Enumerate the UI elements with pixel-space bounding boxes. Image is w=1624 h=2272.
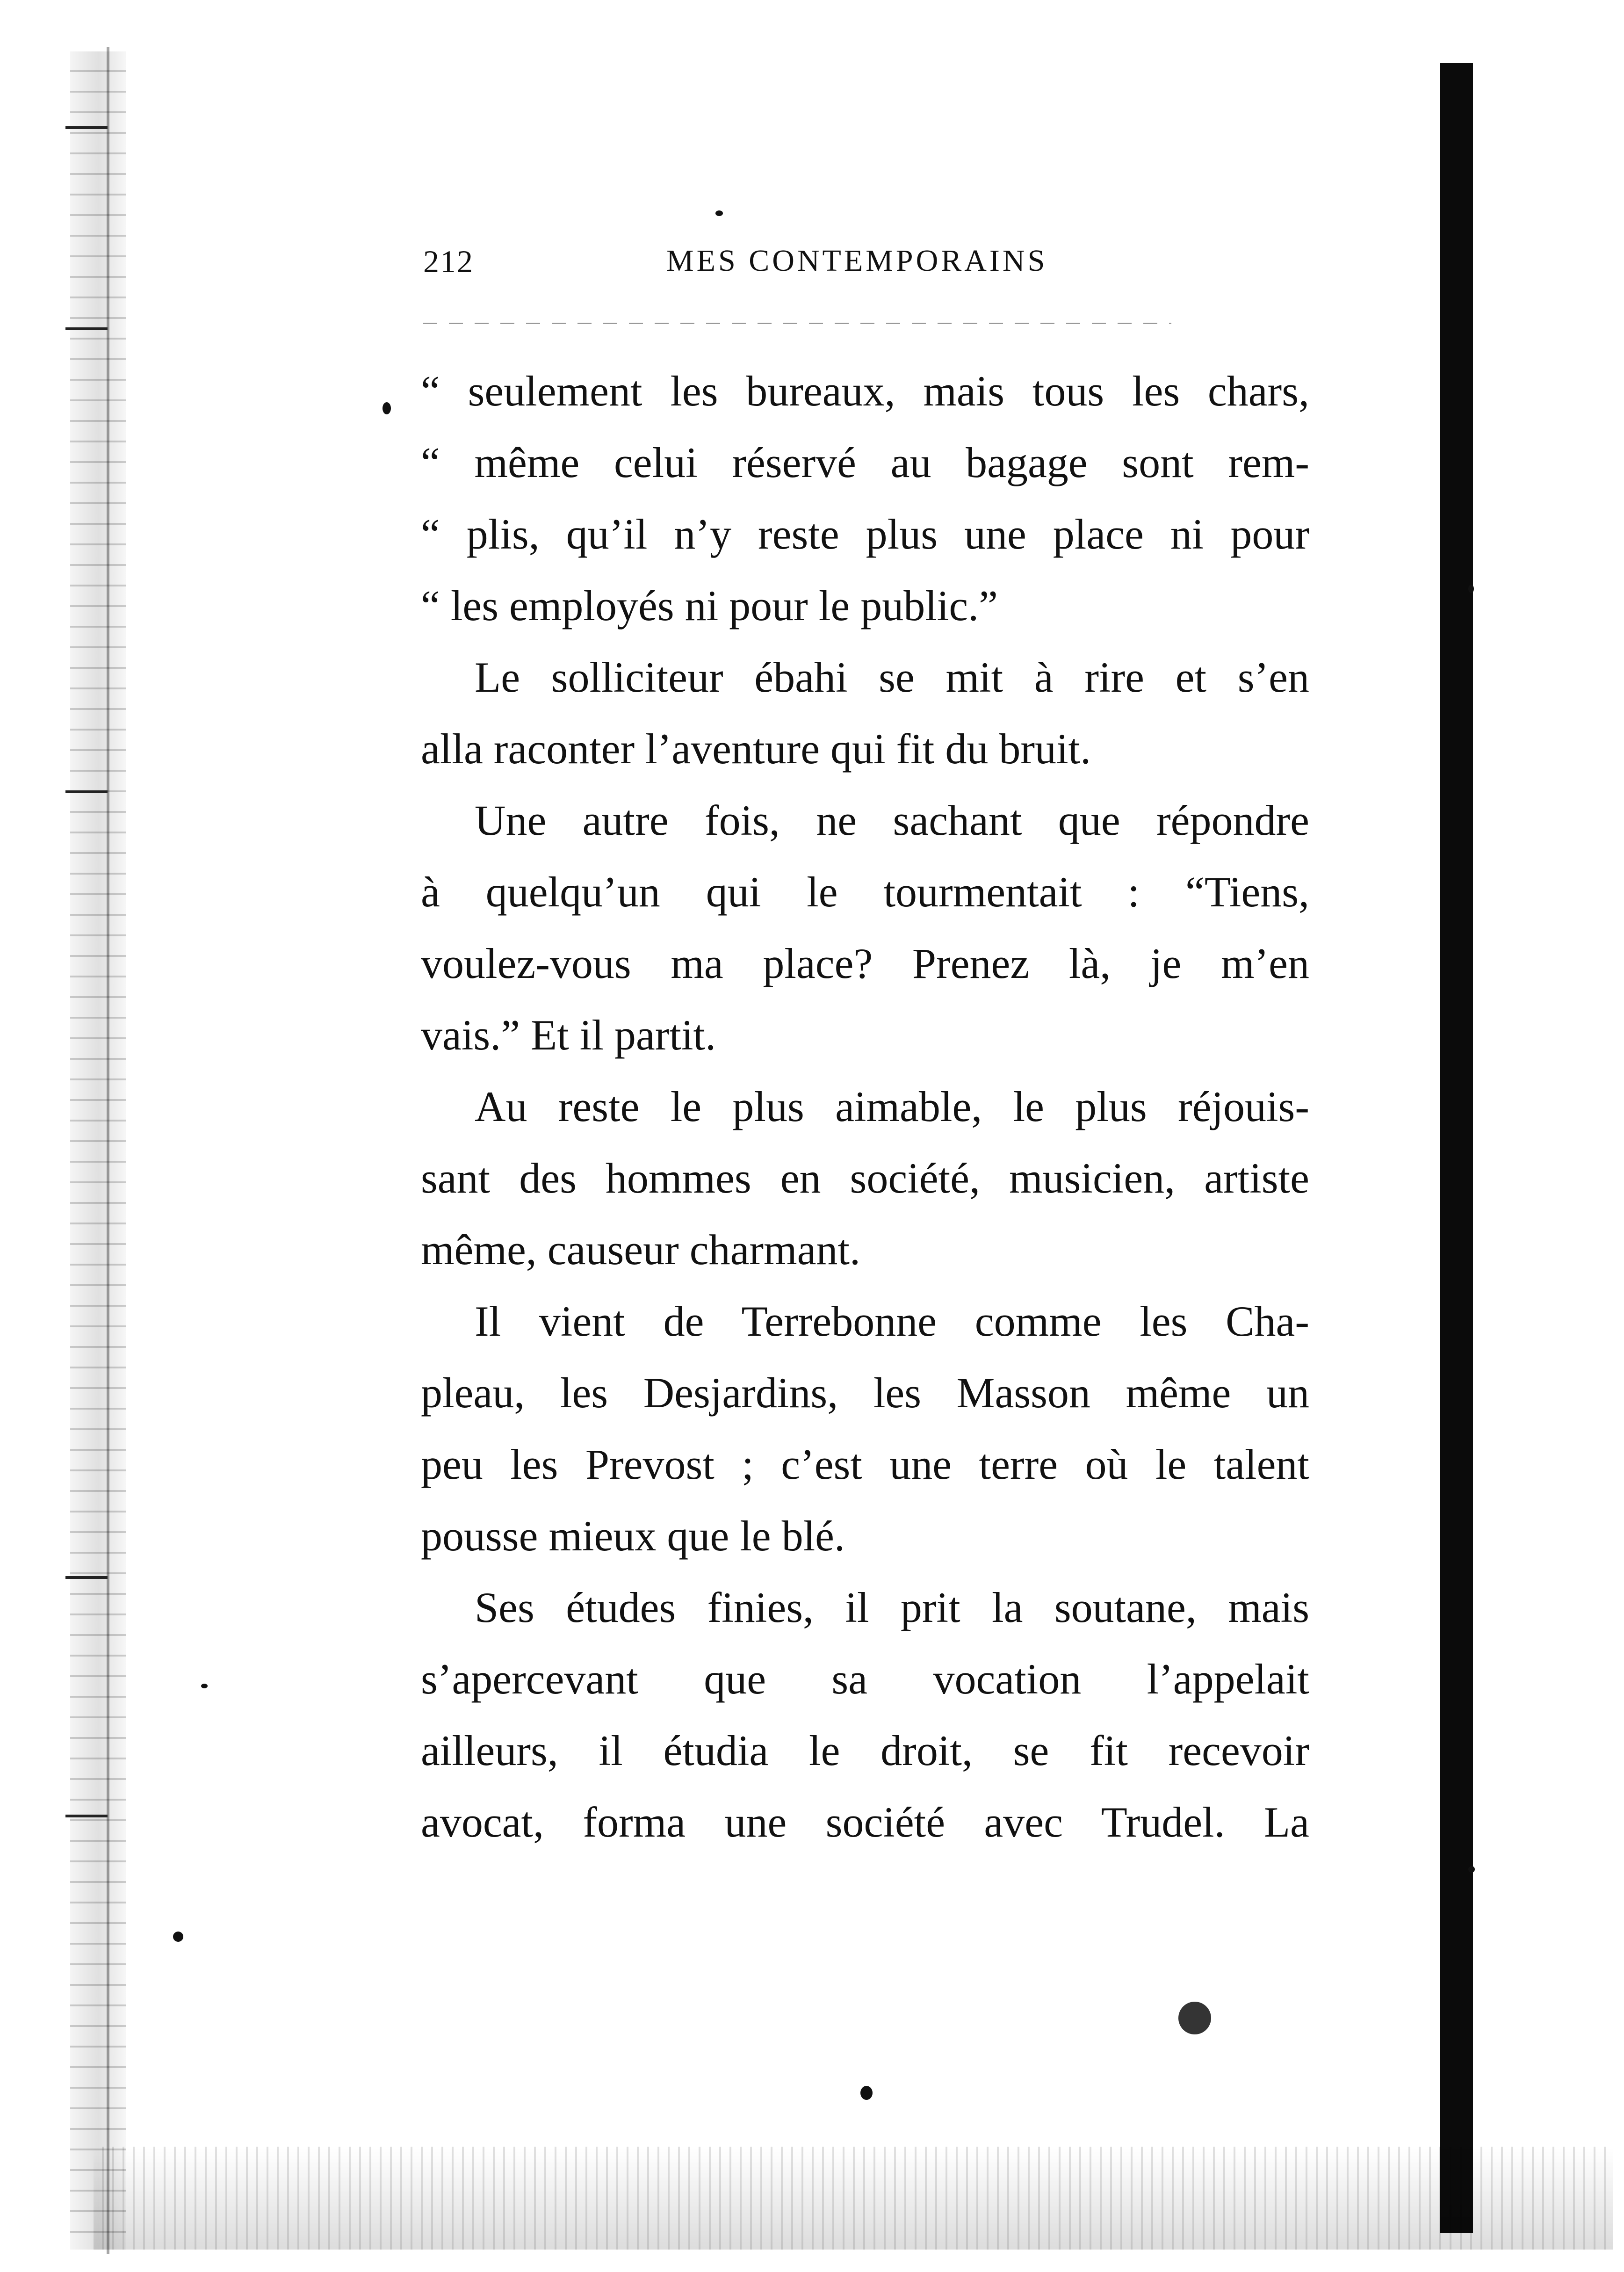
text-line: “ seulement les bureaux, mais tous les chars, <box>421 367 1309 415</box>
text-line: peu les Prevost ; c’est une terre où le talent <box>421 1440 1309 1488</box>
text-line: à quelqu’un qui le tourmentait : “Tiens, <box>421 868 1309 916</box>
scan-speck <box>173 1932 183 1942</box>
text-line: “ même celui réservé au bagage sont rem- <box>421 439 1309 486</box>
text-line: Au reste le plus aimable, le plus réjouis- <box>475 1083 1309 1130</box>
scan-speck <box>860 2086 873 2100</box>
text-line: alla raconter l’aventure qui fit du bruit. <box>421 725 1091 773</box>
running-title: MES CONTEMPORAINS <box>666 244 1048 278</box>
text-line: “ les employés ni pour le public.” <box>421 582 998 630</box>
text-line: pousse mieux que le blé. <box>421 1512 845 1560</box>
page-edge-shadow <box>1440 63 1473 2233</box>
page-number: 212 <box>423 244 474 279</box>
bottom-scan-noise <box>94 2147 1613 2250</box>
gutter-mark <box>65 1576 108 1579</box>
scan-speck <box>201 1684 208 1688</box>
scan-speck <box>1468 1866 1475 1873</box>
header-rule <box>423 323 1171 324</box>
text-line: Le solliciteur ébahi se mit à rire et s’en <box>475 653 1309 701</box>
text-line: “ plis, qu’il n’y reste plus une place ni pour <box>421 510 1309 558</box>
text-line: Il vient de Terrebonne comme les Cha- <box>475 1297 1309 1345</box>
text-line: voulez-vous ma place? Prenez là, je m’en <box>421 940 1309 987</box>
text-line: Ses études finies, il prit la soutane, mais <box>475 1584 1309 1631</box>
text-line: pleau, les Desjardins, les Masson même un <box>421 1369 1309 1417</box>
body-text <box>421 355 1309 1858</box>
gutter-mark <box>65 790 108 793</box>
binding-gutter-noise <box>70 51 126 2250</box>
scan-speck <box>383 402 391 414</box>
scan-speck <box>1178 2002 1211 2034</box>
gutter-mark <box>65 126 108 129</box>
scan-speck <box>715 210 723 216</box>
text-line: ailleurs, il étudia le droit, se fit recevoir <box>421 1727 1309 1774</box>
text-line: avocat, forma une société avec Trudel. La <box>421 1798 1309 1846</box>
text-line: s’apercevant que sa vocation l’appelait <box>421 1655 1309 1703</box>
text-line: vais.” Et il partit. <box>421 1011 716 1059</box>
binding-gutter-line <box>107 47 109 2254</box>
gutter-mark <box>65 327 108 330</box>
scan-speck <box>1468 585 1474 593</box>
gutter-mark <box>65 1815 108 1817</box>
running-head <box>423 243 1293 295</box>
text-line: Une autre fois, ne sachant que répondre <box>475 796 1309 844</box>
text-line: même, causeur charmant. <box>421 1226 860 1273</box>
text-line: sant des hommes en société, musicien, artiste <box>421 1154 1309 1202</box>
